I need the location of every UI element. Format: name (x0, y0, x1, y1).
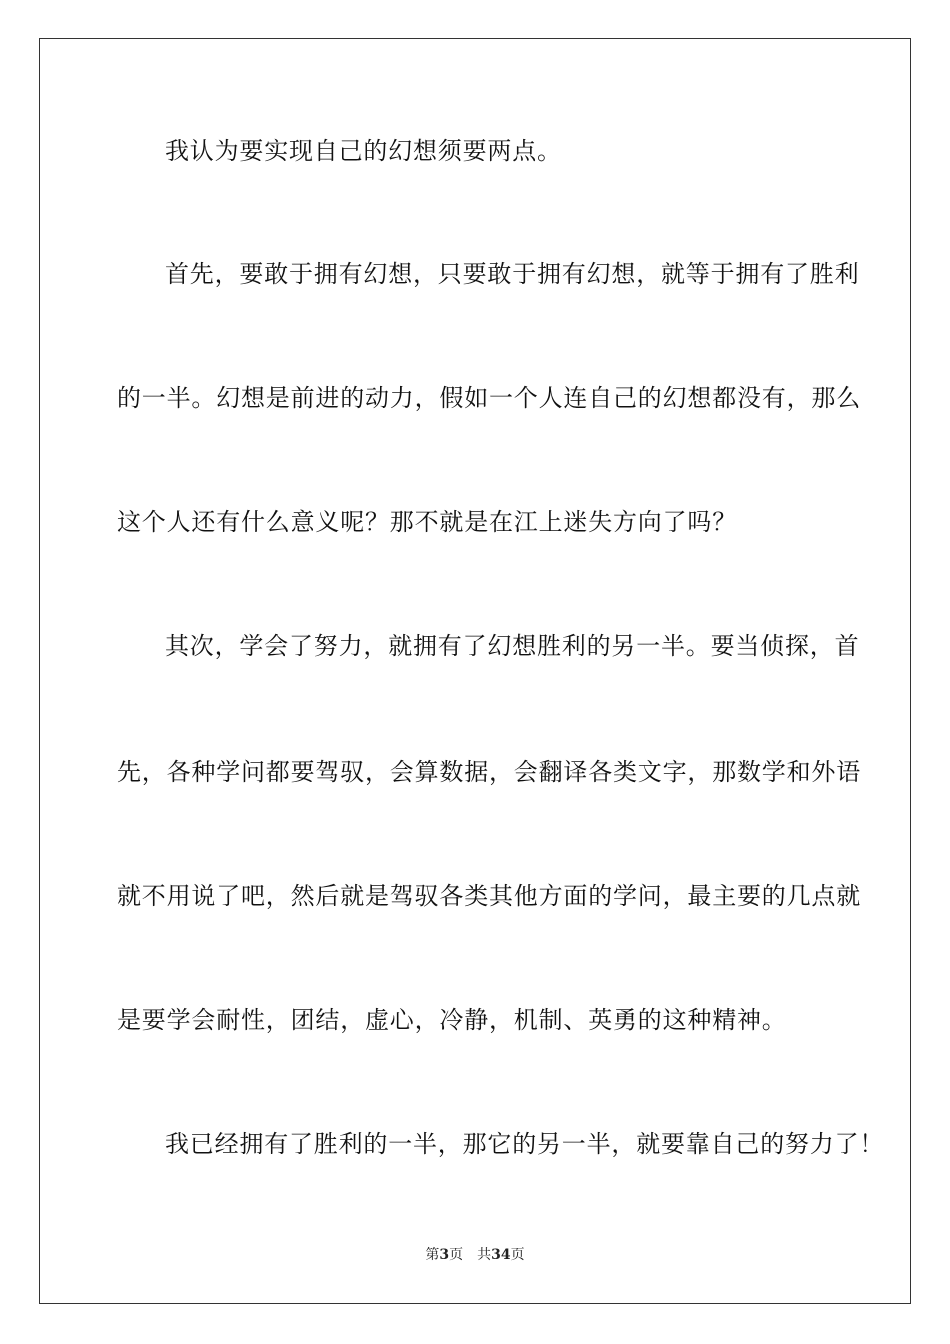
paragraph-line: 首先，要敢于拥有幻想，只要敢于拥有幻想，就等于拥有了胜利 (165, 260, 860, 288)
paragraph-line: 就不用说了吧，然后就是驾驭各类其他方面的学问，最主要的几点就 (117, 882, 861, 910)
page-footer (0, 1246, 950, 1264)
paragraph-line: 的一半。幻想是前进的动力，假如一个人连自己的幻想都没有，那么 (117, 384, 861, 412)
paragraph-line: 是要学会耐性，团结，虚心，冷静，机制、英勇的这种精神。 (117, 1006, 787, 1034)
total-label-prefix: 共 (477, 1247, 492, 1263)
paragraph-line: 我认为要实现自己的幻想须要两点。 (165, 137, 562, 165)
total-label-suffix: 页 (510, 1247, 525, 1263)
page-label-suffix: 页 (449, 1247, 464, 1263)
paragraph-line: 其次，学会了努力，就拥有了幻想胜利的另一半。要当侦探，首 (165, 632, 860, 660)
page-label-prefix: 第 (425, 1247, 440, 1263)
paragraph-line: 我已经拥有了胜利的一半，那它的另一半，就要靠自己的努力了！ (165, 1130, 885, 1158)
paragraph-line: 先，各种学问都要驾驭，会算数据，会翻译各类文字，那数学和外语 (117, 758, 861, 786)
paragraph-line: 这个人还有什么意义呢？那不就是在江上迷失方向了吗？ (117, 508, 737, 536)
total-pages: 34 (491, 1247, 511, 1263)
page-number: 3 (439, 1247, 450, 1263)
page-border (39, 38, 911, 1304)
